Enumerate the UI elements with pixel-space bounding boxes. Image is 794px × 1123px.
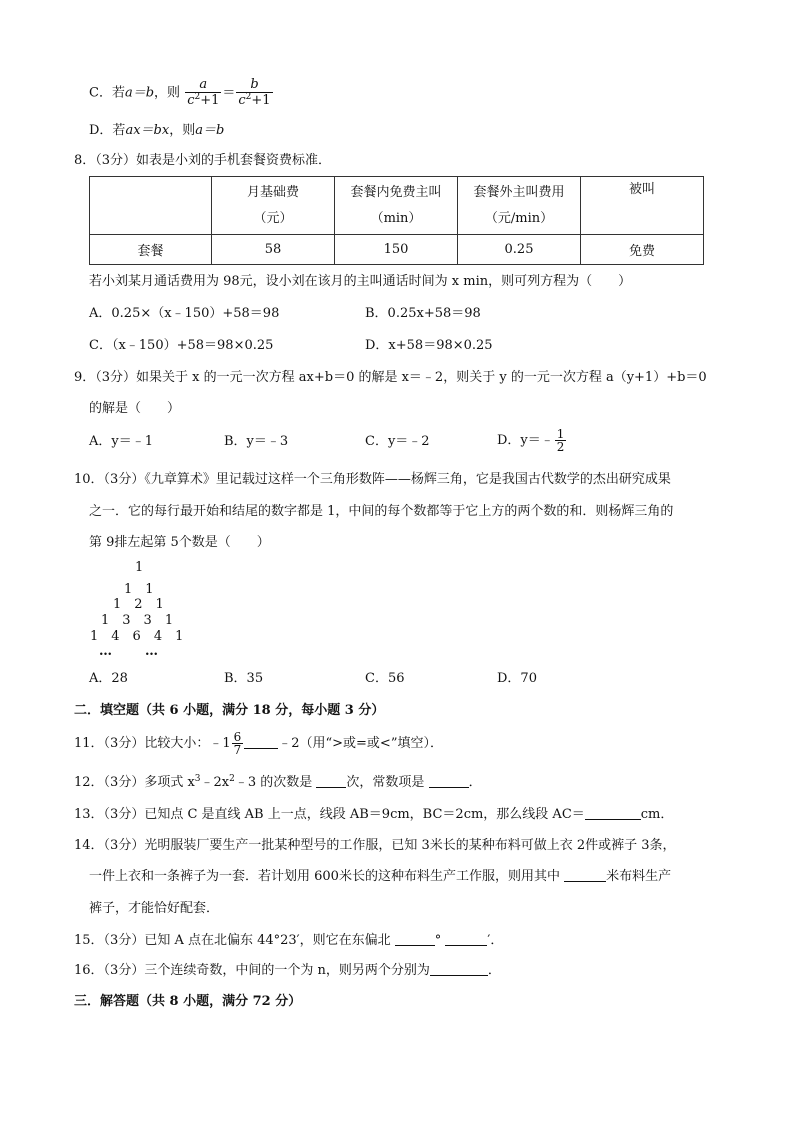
question-text: ﹣2x xyxy=(200,775,230,790)
header-line-2: （元/min） xyxy=(484,210,554,226)
minute-symbol: ′． xyxy=(487,933,504,948)
q9-option-d xyxy=(497,425,567,457)
condition: ax＝bx xyxy=(125,123,170,138)
exponent: 2 xyxy=(194,92,201,102)
triangle-row-5: 1 4 6 4 1 xyxy=(90,629,184,644)
table-header-cell xyxy=(90,177,212,235)
denominator-tail: +1 xyxy=(251,93,271,108)
triangle-row-3: 1 2 1 xyxy=(113,597,164,612)
section-2-title: 二．填空题（共 6 小题，满分 18 分，每小题 3 分） xyxy=(74,703,385,718)
table-header-cell xyxy=(212,177,335,235)
triangle-row-4: 1 3 3 1 xyxy=(101,613,174,628)
numerator: a xyxy=(185,78,221,93)
option-label: C．若 xyxy=(89,85,125,101)
q14-line-1: 14．（3分）光明服装厂要生产一批某种型号的工作服，已知 3米长的某种布料可做上衣 2件或裤子 3条， xyxy=(74,838,676,853)
q9-line-1: 9．（3分）如果关于 x 的一元一次方程 ax+b＝0 的解是 x＝﹣2，则关于 y 的一元一次方程 a（y+1）+b＝0 xyxy=(74,370,707,385)
fraction-a xyxy=(185,78,221,108)
q10-option-b: B．35 xyxy=(224,671,264,686)
triangle-dots-left: … xyxy=(99,644,112,659)
table-cell: 套餐 xyxy=(90,235,212,265)
header-line-1: 套餐内免费主叫 xyxy=(350,184,442,200)
header-line-1: 被叫 xyxy=(628,182,655,197)
question-tail: cm． xyxy=(640,807,674,822)
q7-option-d xyxy=(89,122,224,140)
q8-text: 若小刘某月通话费用为 98元，设小刘在该月的主叫通话时间为 x min，则可列方程为（ ） xyxy=(89,274,632,289)
table-header-cell xyxy=(581,177,704,235)
fraction-b xyxy=(236,78,272,108)
q16 xyxy=(74,962,501,980)
q10-option-c: C．56 xyxy=(365,671,405,686)
q10-option-a: A．28 xyxy=(89,671,128,686)
q8-option-a: A．0.25×（x﹣150）+58＝98 xyxy=(89,306,280,321)
numerator: 1 xyxy=(556,427,565,441)
question-text: 16．（3分）三个连续奇数，中间的一个为 n，则另两个分别为 xyxy=(74,963,430,978)
question-tail: ﹣2（用“>或=或<”填空）． xyxy=(278,736,443,751)
q10-line-2: 之一．它的每行最开始和结尾的数字都是 1，中间的每个数都等于它上方的两个数的和．则杨辉三角的 xyxy=(89,504,674,519)
denominator-base: c xyxy=(187,93,195,108)
q10-option-d: D．70 xyxy=(497,671,537,686)
q14-line-2 xyxy=(89,868,671,886)
q7-option-c xyxy=(89,78,274,108)
answer-blank[interactable] xyxy=(316,775,346,788)
denominator-base: c xyxy=(238,93,246,108)
q15 xyxy=(74,932,503,950)
option-text: D．y＝﹣ xyxy=(497,433,554,448)
q10-line-1: 10．（3分）《九章算术》里记载过这样一个三角形数阵——杨辉三角，它是我国古代数学的杰出研究成果 xyxy=(74,472,671,487)
answer-blank-minutes[interactable] xyxy=(445,933,487,946)
result: a＝b xyxy=(195,123,225,138)
table-header-row xyxy=(90,177,704,235)
fee-table xyxy=(89,176,704,265)
table-cell: 58 xyxy=(212,235,335,265)
denominator: 2 xyxy=(556,440,565,454)
exponent: 3 xyxy=(194,774,201,784)
question-text: ﹣3 的次数是 xyxy=(234,775,313,790)
answer-blank[interactable] xyxy=(564,869,606,882)
q10-line-3: 第 9排左起第 5个数是（ ） xyxy=(89,535,270,550)
q8-option-d: D．x+58＝98×0.25 xyxy=(365,338,493,353)
question-tail: ． xyxy=(487,963,501,978)
q8-option-b: B．0.25x+58＝98 xyxy=(365,306,481,321)
denominator-tail: +1 xyxy=(200,93,220,108)
q13 xyxy=(74,806,673,824)
header-line-2: （元） xyxy=(253,210,293,226)
header-line-2: （min） xyxy=(370,210,422,226)
equals-sign: ＝ xyxy=(222,85,236,101)
q9-option-b: B．y＝﹣3 xyxy=(224,434,289,449)
answer-blank[interactable] xyxy=(429,775,469,788)
q9-option-a: A．y＝﹣1 xyxy=(89,434,154,449)
triangle-row-2: 1 1 xyxy=(124,582,154,597)
question-text: 11．（3分）比较大小：﹣1 xyxy=(74,736,231,751)
header-line-1: 月基础费 xyxy=(246,184,299,200)
question-tail: 米布料生产 xyxy=(606,869,672,884)
table-cell: 免费 xyxy=(581,235,704,265)
question-tail: ． xyxy=(468,775,482,790)
table-row xyxy=(90,235,704,265)
q9-option-c: C．y＝﹣2 xyxy=(365,434,430,449)
section-3-title: 三．解答题（共 8 小题，满分 72 分） xyxy=(74,994,302,1009)
question-text: 一件上衣和一条裤子为一套．若计划用 600米长的这种布料生产工作服，则用其中 xyxy=(89,869,560,884)
then-text: ，则 xyxy=(169,123,196,138)
q11 xyxy=(74,727,443,761)
exponent: 2 xyxy=(245,92,252,102)
header-line-1: 套餐外主叫费用 xyxy=(473,184,565,200)
q14-line-3: 裤子，才能恰好配套． xyxy=(89,901,220,916)
table-header-cell xyxy=(335,177,458,235)
condition: a＝b xyxy=(124,85,155,101)
table-cell: 0.25 xyxy=(458,235,581,265)
q9-line-2: 的解是（ ） xyxy=(89,401,181,416)
question-text: 15．（3分）已知 A 点在北偏东 44°23′，则它在东偏北 xyxy=(74,933,391,948)
question-text: 次，常数项是 xyxy=(346,775,425,790)
answer-blank[interactable] xyxy=(585,807,641,820)
option-label: D．若 xyxy=(89,123,126,138)
triangle-row-1: 1 xyxy=(135,560,144,575)
fraction xyxy=(232,731,244,756)
q8-option-c: C．（x﹣150）+58＝98×0.25 xyxy=(89,338,274,353)
denominator: 7 xyxy=(233,743,242,757)
then-text: ，则 xyxy=(154,85,181,101)
q8-stem: 8．（3分）如表是小刘的手机套餐资费标准． xyxy=(74,153,332,168)
degree-symbol: ° xyxy=(434,933,442,948)
numerator: 6 xyxy=(233,730,242,744)
exponent: 2 xyxy=(229,774,235,784)
triangle-dots-right: … xyxy=(145,644,158,659)
question-text: 13．（3分）已知点 C 是直线 AB 上一点，线段 AB＝9cm，BC＝2cm，那么线段 AC＝ xyxy=(74,807,585,822)
fraction-half xyxy=(555,428,567,453)
q12 xyxy=(74,774,482,792)
answer-blank[interactable] xyxy=(430,963,488,976)
answer-blank[interactable] xyxy=(244,736,278,749)
question-text: 12．（3分）多项式 x xyxy=(74,775,195,790)
answer-blank-degrees[interactable] xyxy=(395,933,435,946)
table-cell: 150 xyxy=(335,235,458,265)
table-header-cell xyxy=(458,177,581,235)
numerator: b xyxy=(236,78,272,93)
